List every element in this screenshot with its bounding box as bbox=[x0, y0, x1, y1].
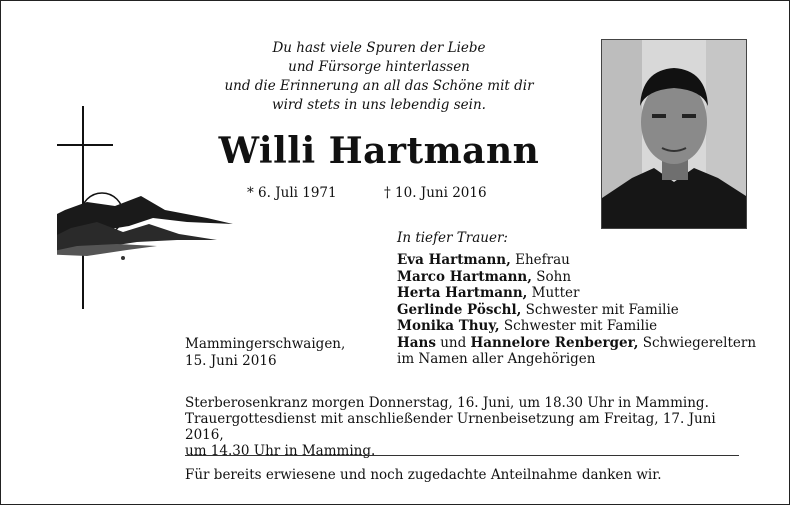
mourner-others: im Namen aller Angehörigen bbox=[397, 351, 596, 367]
deceased-name: Willi Hartmann bbox=[218, 130, 540, 172]
service-notice bbox=[185, 395, 745, 459]
death-date: † 10. Juni 2016 bbox=[384, 185, 487, 201]
mourning-intro: In tiefer Trauer: bbox=[397, 230, 508, 246]
mourner-row bbox=[397, 285, 756, 302]
mourner-relation: Schwiegereltern bbox=[638, 334, 757, 351]
thanks-text: Für bereits erwiesene und noch zugedachte Anteilnahme danken wir. bbox=[185, 467, 662, 483]
notice-line: um 14.30 Uhr in Mamming. bbox=[185, 443, 376, 459]
mourner-row bbox=[397, 302, 756, 319]
birth-date: * 6. Juli 1971 bbox=[247, 185, 337, 201]
mourner-relation: Mutter bbox=[527, 285, 580, 301]
mourner-name: Gerlinde Pöschl, bbox=[397, 301, 522, 318]
poem-line: wird stets in uns lebendig sein. bbox=[272, 97, 486, 113]
poem bbox=[201, 39, 557, 115]
place-date-value: 15. Juni 2016 bbox=[185, 352, 277, 369]
divider bbox=[185, 455, 739, 456]
portrait-image bbox=[602, 40, 746, 228]
poem-line: und die Erinnerung an all das Schöne mit dir bbox=[224, 78, 534, 94]
mourner-list bbox=[397, 252, 756, 368]
mourner-name: Hannelore Renberger, bbox=[470, 334, 639, 351]
mourner-row bbox=[397, 252, 756, 269]
mourner-name: Monika Thuy, bbox=[397, 318, 500, 334]
place-date bbox=[185, 336, 345, 369]
mourner-name: Eva Hartmann, bbox=[397, 252, 511, 268]
mourner-row bbox=[397, 318, 756, 335]
mourner-row bbox=[397, 269, 756, 286]
mourner-relation: Schwester mit Familie bbox=[499, 318, 658, 334]
mourner-name: Hans bbox=[397, 334, 436, 351]
portrait-photo bbox=[601, 39, 747, 229]
mourner-name: Herta Hartmann, bbox=[397, 285, 528, 301]
mourner-name: Marco Hartmann, bbox=[397, 268, 532, 285]
mourner-relation: Ehefrau bbox=[510, 252, 570, 268]
mourner-joiner: und bbox=[435, 334, 471, 351]
cross-landscape-icon bbox=[57, 106, 237, 311]
notice-line: Sterberosenkranz morgen Donnerstag, 16. Juni, um 18.30 Uhr in Mamming. bbox=[185, 395, 709, 411]
place-town: Mammingerschwaigen, bbox=[185, 336, 346, 352]
poem-line: Du hast viele Spuren der Liebe bbox=[272, 40, 486, 56]
mourner-relation: Schwester mit Familie bbox=[521, 301, 679, 318]
mourner-row bbox=[397, 335, 756, 352]
poem-line: und Fürsorge hinterlassen bbox=[288, 59, 470, 75]
mourner-relation: Sohn bbox=[531, 268, 572, 285]
notice-line: Trauergottesdienst mit anschließender Urnenbeisetzung am Freitag, 17. Juni 2016, bbox=[185, 411, 716, 443]
